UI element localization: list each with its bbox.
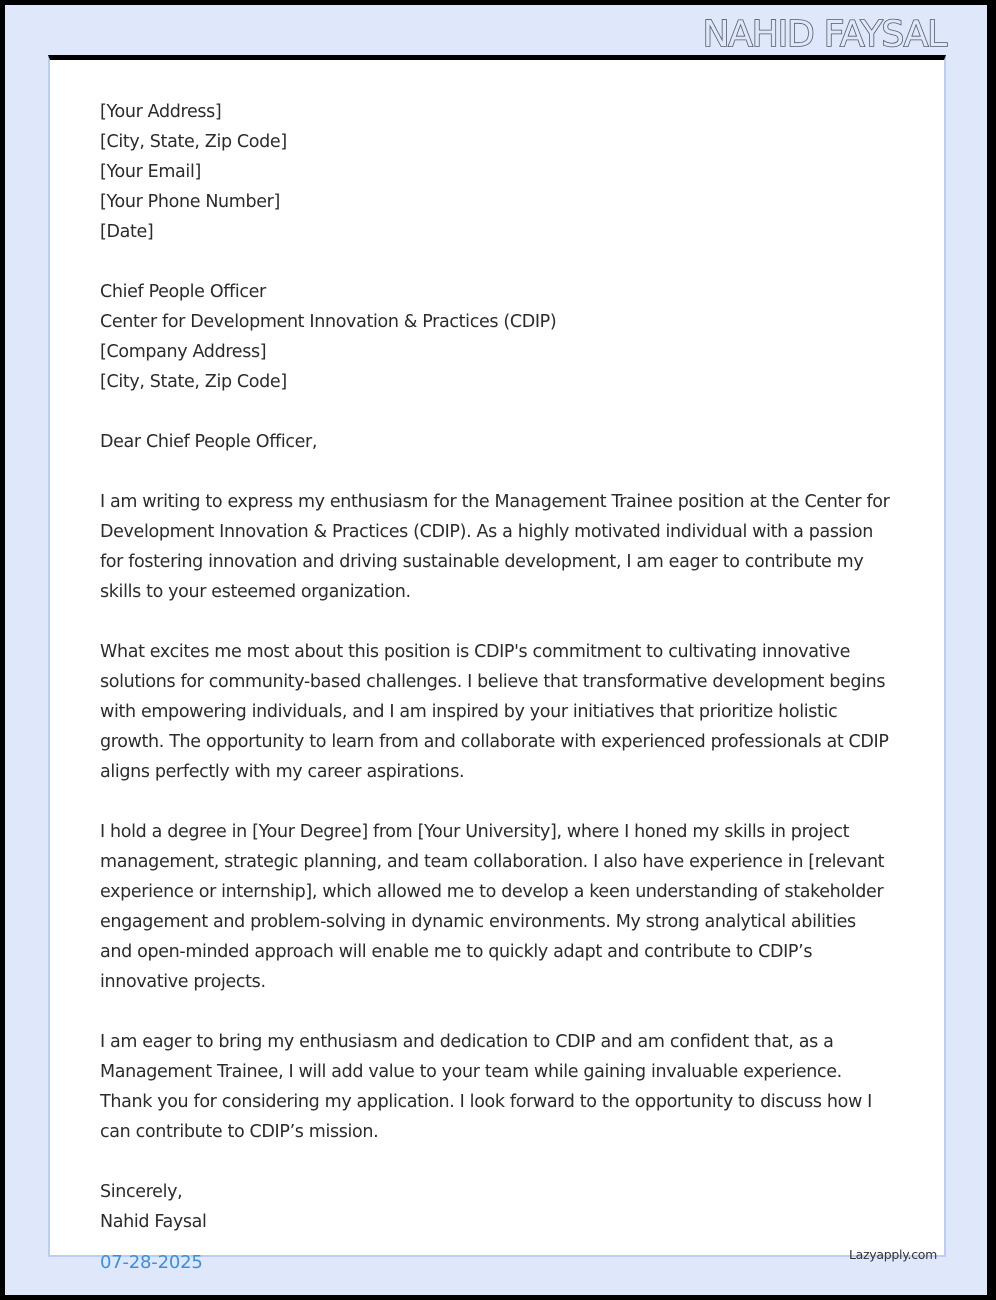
recipient-title: Chief People Officer [100,282,266,302]
body-paragraph-3: I hold a degree in [Your Degree] from [Your University], where I honed my skills in project management, strategic planning, and team collaboration. I also have experience in [relevant experience or internship], which allowed me to develop a keen understanding of stakeholder engagement and problem-solving in dynamic environments. My strong analytical abilities and open-minded approach will enable me to quickly adapt and contribute to CDIP’s innovative projects. [100,822,885,992]
sender-email: [Your Email] [100,162,201,182]
applicant-name-heading: NAHID FAYSAL [702,14,946,55]
valediction: Sincerely, [100,1182,183,1202]
recipient-address-block [100,277,900,397]
sender-date: [Date] [100,222,154,242]
recipient-company-address: [Company Address] [100,342,267,362]
body-paragraph-1: I am writing to express my enthusiasm for the Management Trainee position at the Center for Development Innovation & Practices (CDIP). As a highly motivated individual with a passion for fostering innovation and driving sustainable development, I am eager to contribute my skills to your esteemed organization. [100,492,890,602]
sender-city-state-zip: [City, State, Zip Code] [100,132,287,152]
body-paragraph-4: I am eager to bring my enthusiasm and dedication to CDIP and am confident that, as a Management Trainee, I will add value to your team while gaining invaluable experience. Thank you for considering my application. I look forward to the opportunity to discuss how I can contribute to CDIP’s mission. [100,1032,872,1142]
lazyapply-watermark: Lazyapply.com [849,1247,937,1262]
sender-phone: [Your Phone Number] [100,192,280,212]
sender-address: [Your Address] [100,102,222,122]
closing-block [100,1177,900,1237]
letter-content [100,97,900,1237]
sender-address-block [100,97,900,247]
salutation: Dear Chief People Officer, [100,432,318,452]
recipient-city-state-zip: [City, State, Zip Code] [100,372,287,392]
recipient-company: Center for Development Innovation & Practices (CDIP) [100,312,557,332]
body-paragraph-2: What excites me most about this position is CDIP's commitment to cultivating innovative solutions for community-based challenges. I believe that transformative development begins with empowering individuals, and I am inspired by your initiatives that prioritize holistic growth. The opportunity to learn from and collaborate with experienced professionals at CDIP aligns perfectly with my career aspirations. [100,642,889,782]
footer-date: 07-28-2025 [100,1252,203,1273]
signature-name: Nahid Faysal [100,1212,207,1232]
